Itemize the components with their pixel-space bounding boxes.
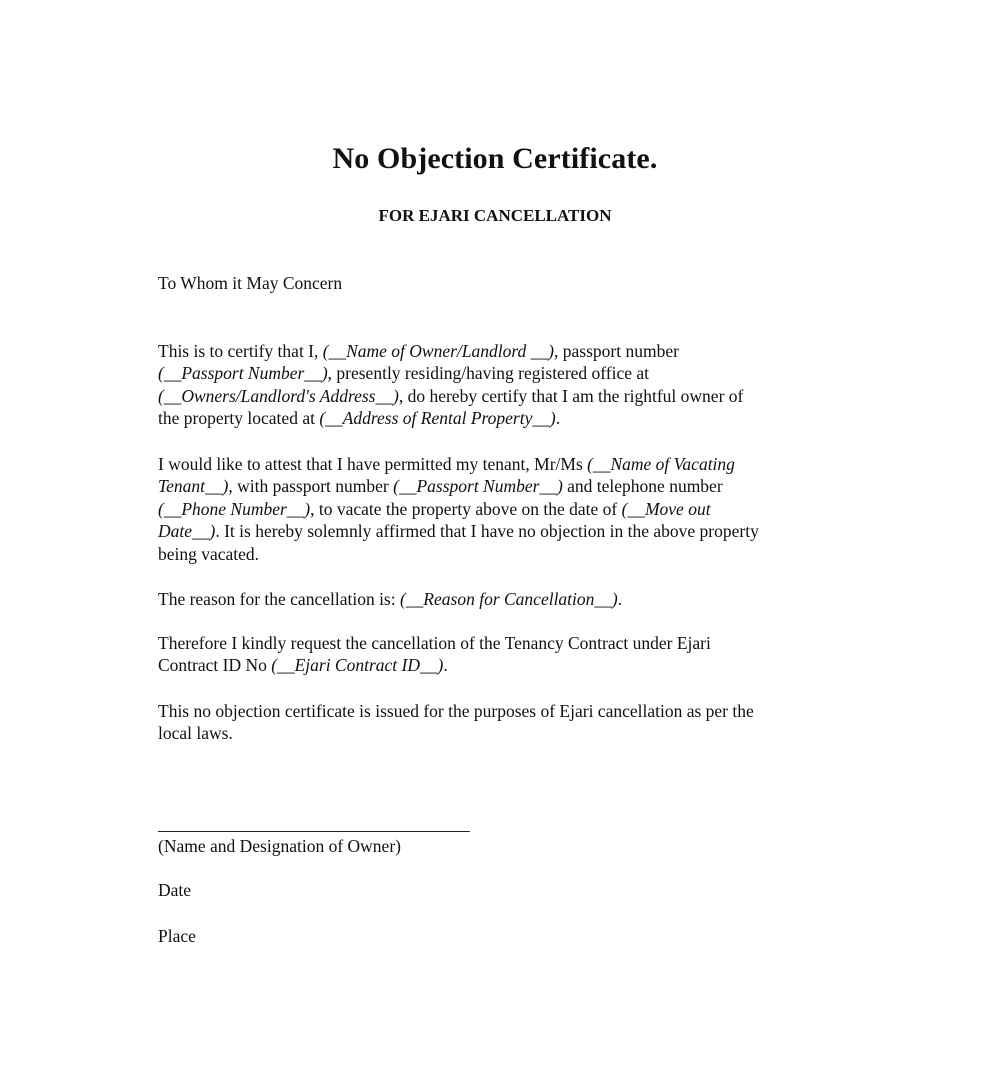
text: .: [617, 589, 623, 609]
tenant-passport-field: (__Passport Number__): [393, 476, 563, 497]
document-subtitle: FOR EJARI CANCELLATION: [378, 206, 612, 225]
text: Contract ID No: [158, 655, 272, 676]
text: , do hereby certify that I am the rightful owner of: [398, 385, 744, 406]
tenant-phone-field: (__Phone Number__): [158, 498, 311, 519]
text: being vacated.: [158, 543, 260, 564]
owner-address-field: (__Owners/Landlord's Address__): [158, 385, 399, 406]
owner-passport-field: (__Passport Number__): [158, 363, 328, 384]
document-title: No Objection Certificate.: [332, 142, 658, 175]
text: the property located at: [158, 408, 320, 429]
salutation: To Whom it May Concern: [158, 273, 343, 293]
text: I would like to attest that I have permitted my tenant, Mr/Ms: [158, 454, 588, 474]
text: and telephone number: [562, 476, 723, 497]
text: This is to certify that I,: [158, 341, 323, 361]
ejari-contract-id-field: (__Ejari Contract ID__): [271, 655, 444, 676]
text: .: [555, 408, 561, 429]
text: . It is hereby solemnly affirmed that I have no objection in the above property: [215, 521, 759, 542]
text: This no objection certificate is issued for the purposes of Ejari cancellation as per the: [158, 701, 754, 721]
tenant-name-field-cont: Tenant__): [158, 476, 229, 497]
place-label: Place: [158, 926, 196, 946]
paragraph-reason: [158, 588, 838, 610]
tenant-name-field: (__Name of Vacating: [587, 454, 735, 474]
text: local laws.: [158, 723, 233, 744]
text: , presently residing/having registered office at: [327, 363, 650, 384]
owner-name-field: (__Name of Owner/Landlord __): [322, 341, 554, 361]
text: .: [443, 655, 448, 676]
cancellation-reason-field: (__Reason for Cancellation__): [399, 589, 618, 609]
date-label: Date: [158, 880, 192, 900]
move-out-date-field-cont: Date__): [158, 521, 216, 542]
signature-line: [158, 831, 470, 832]
rental-property-address-field: (__Address of Rental Property__): [319, 408, 556, 429]
text: Therefore I kindly request the cancellation of the Tenancy Contract under Ejari: [158, 633, 711, 653]
move-out-date-field: (__Move out: [621, 498, 711, 519]
text: , to vacate the property above on the date of: [310, 498, 622, 519]
text: The reason for the cancellation is:: [158, 589, 400, 609]
paragraph-purpose: [158, 700, 838, 745]
paragraph-certify-owner: [158, 340, 838, 430]
signature-label: (Name and Designation of Owner): [158, 836, 401, 856]
text: , passport number: [554, 341, 679, 361]
text: , with passport number: [228, 476, 394, 497]
paragraph-request: [158, 632, 838, 677]
paragraph-tenant-permission: [158, 453, 838, 565]
